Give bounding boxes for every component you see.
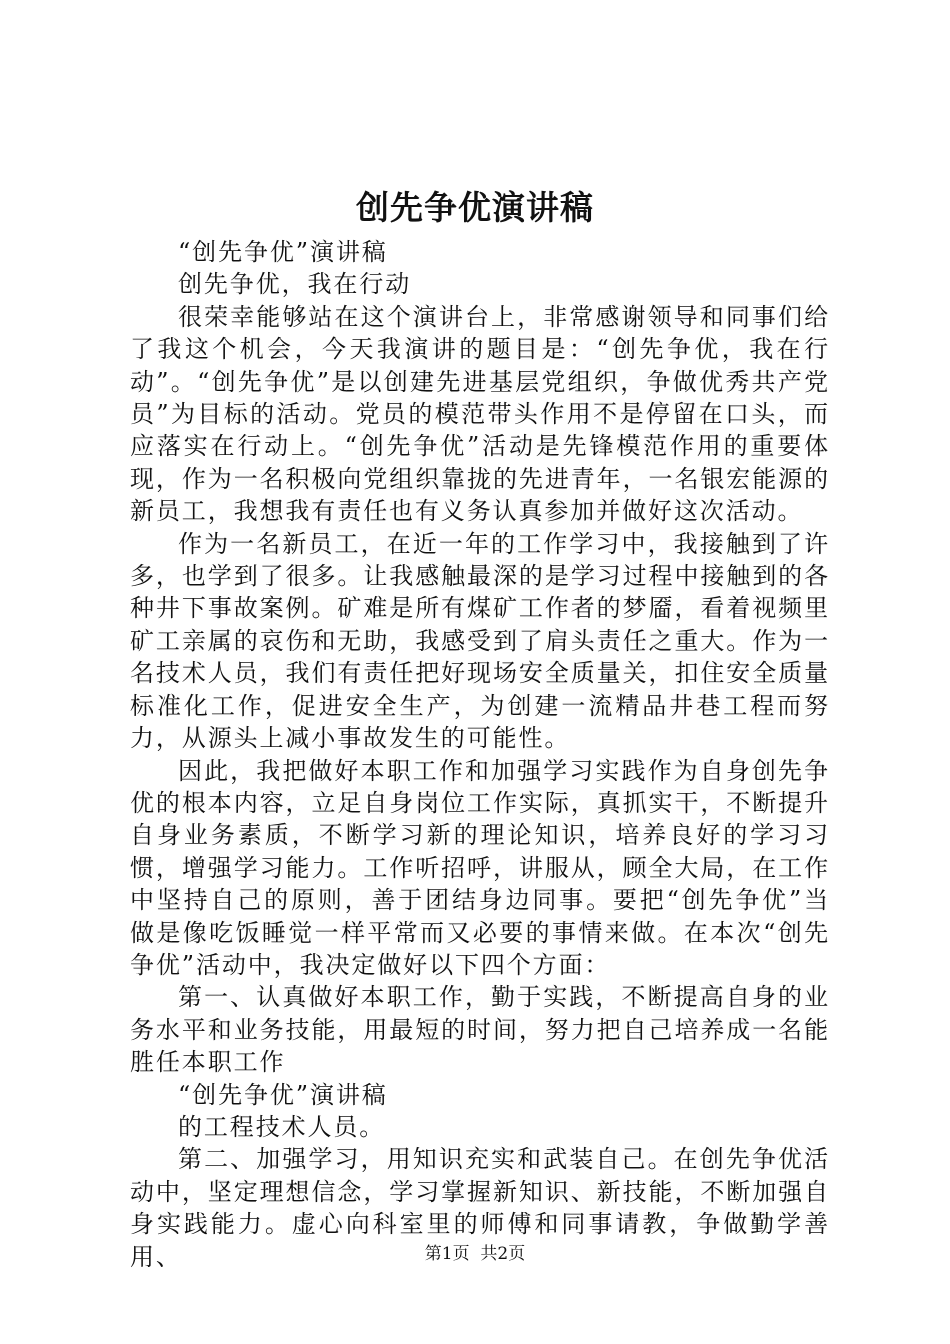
paragraph-continuation: 的工程技术人员。 [178,1112,386,1141]
paragraph-subheading: “创先争优”演讲稿 [178,238,388,266]
document-title: 创先争优演讲稿 [356,188,594,227]
paragraph-first-point: 第一、认真做好本职工作，勤于实践，不断提高自身的业务水平和业务技能，用最短的时间，努力把自己培养成一名能胜任本职工作 [130,983,830,1077]
paragraph-therefore: 因此，我把做好本职工作和加强学习实践作为自身创先争优的根本内容，立足自身岗位工作实际，真抓实干，不断提升自身业务素质，不断学习新的理论知识，培养良好的学习习惯，增强学习能力。工作听招呼，讲服从，顾全大局，在工作中坚持自己的原则，善于团结身边同事。要把“创先争优”当做是像吃饭睡觉一样平常而又必要的事情来做。在本次“创先争优”活动中，我决定做好以下四个方面： [130,756,830,979]
document-body [130,236,830,1273]
paragraph-repeated-heading: “创先争优”演讲稿 [178,1080,388,1109]
paragraph-intro: 很荣幸能够站在这个演讲台上，非常感谢领导和同事们给了我这个机会，今天我演讲的题目是：“创先争优，我在行动”。“创先争优”是以创建先进基层党组织，争做优秀共产党员”为目标的活动。党员的模范带头作用不是停留在口头，而应落实在行动上。“创先争优”活动是先锋模范作用的重要体现，作为一名积极向党组织靠拢的先进青年，一名银宏能源的新员工，我想我有责任也有义务认真参加并做好这次活动。 [130,302,830,526]
paragraph-second-point: 第二、加强学习，用知识充实和武装自己。在创先争优活动中，坚定理想信念，学习掌握新知识、新技能，不断加强自身实践能力。虚心向科室里的师傅和同事请教，争做勤学善用、 [130,1145,830,1271]
page-number-label: 第1页 共2页 [424,1244,526,1264]
paragraph-theme: 创先争优，我在行动 [178,270,412,299]
page-footer [0,1242,950,1266]
paragraph-new-employee: 作为一名新员工，在近一年的工作学习中，我接触到了许多，也学到了很多。让我感触最深的是学习过程中接触到的各种井下事故案例。矿难是所有煤矿工作者的梦靥，看着视频里矿工亲属的哀伤和无助，我感受到了肩头责任之重大。作为一名技术人员，我们有责任把好现场安全质量关，扣住安全质量标准化工作，促进安全生产，为创建一流精品井巷工程而努力，从源头上减小事故发生的可能性。 [130,529,830,753]
